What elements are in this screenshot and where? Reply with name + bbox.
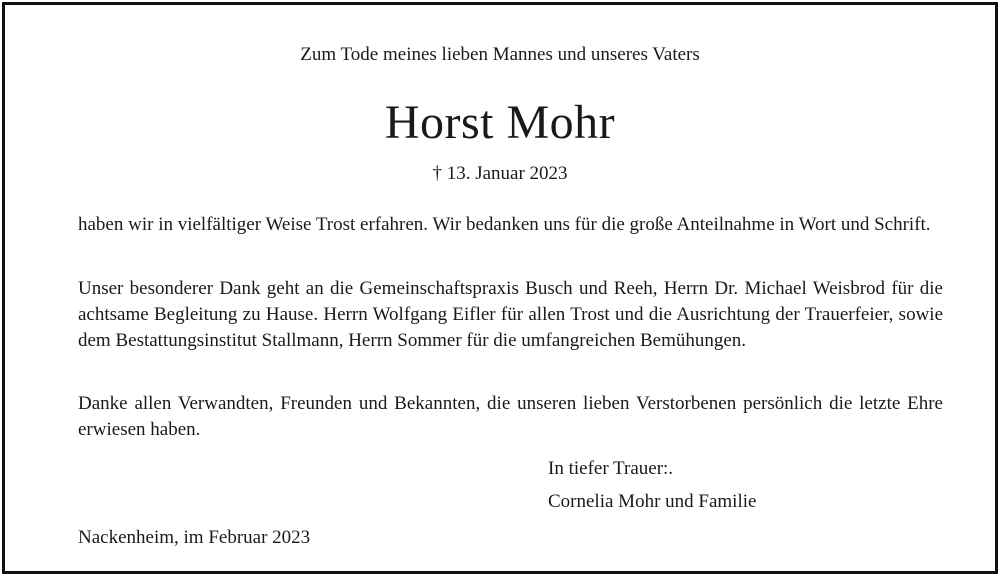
signature-mourning-line: In tiefer Trauer:. <box>548 458 674 479</box>
intro-line: Zum Tode meines lieben Mannes und unseres Vaters <box>300 44 700 65</box>
place-and-date: Nackenheim, im Februar 2023 <box>78 527 311 548</box>
death-date: † 13. Januar 2023 <box>432 163 568 184</box>
paragraph-thanks: haben wir in vielfältiger Weise Trost erfahren. Wir bedanken uns für die große Anteilnahme in Wort und Schrift. <box>78 214 931 235</box>
obituary-notice <box>2 2 998 574</box>
paragraph-special-thanks: Unser besonderer Dank geht an die Gemeinschaftspraxis Busch und Reeh, Herrn Dr. Michael Weisbrod für die achtsame Begleitung zu Hause. Herrn Wolfgang Eifler für allen Trost und die Ausrichtung der Trauerfeier, sowie dem Bestattungsinstitut Stallmann, Herrn Sommer für die umfangreichen Bemühungen. <box>78 278 943 351</box>
paragraph-relatives-thanks: Danke allen Verwandten, Freunden und Bekannten, die unseren lieben Verstorbenen persönlich die letzte Ehre erwiesen haben. <box>78 393 943 440</box>
signature-family-line: Cornelia Mohr und Familie <box>548 491 757 512</box>
deceased-name: Horst Mohr <box>384 96 616 149</box>
